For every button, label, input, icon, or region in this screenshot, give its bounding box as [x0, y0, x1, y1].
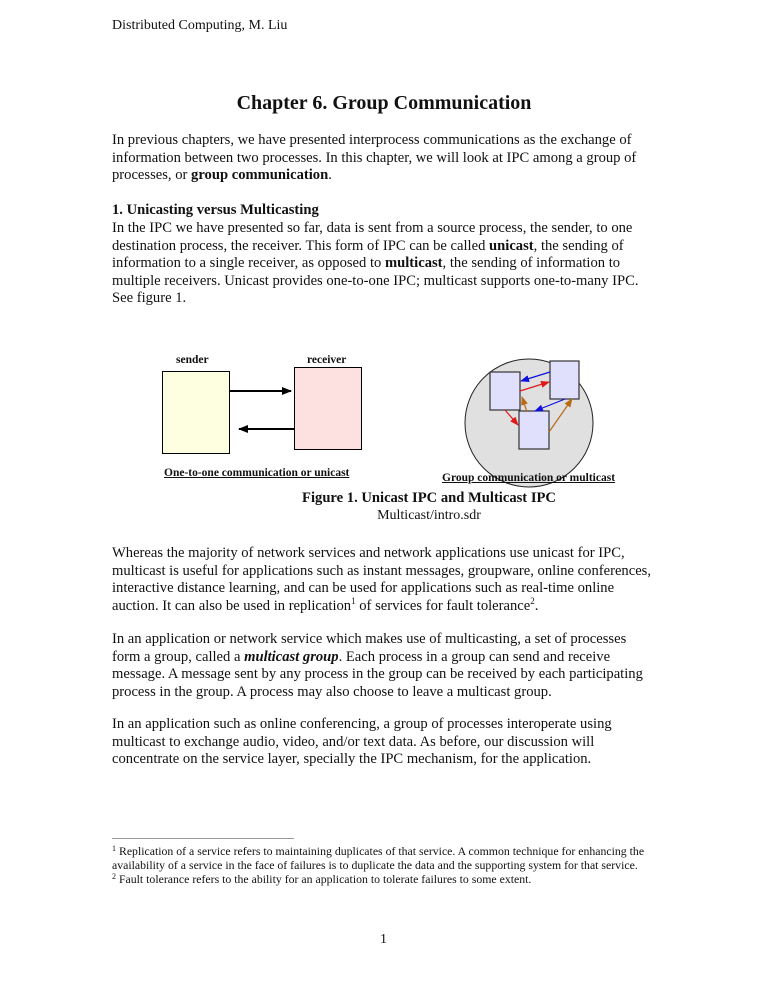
term-group-communication: group communication	[191, 167, 329, 184]
intro-text-end: .	[328, 167, 332, 184]
paragraph-text: . Each process in a group can send and receive message. A message sent by any process in the group can be received by each participating process in the group. A process may also choose to leave a multicast group.	[112, 648, 643, 700]
figure-caption: Figure 1. Unicast IPC and Multicast IPC	[302, 490, 556, 506]
multicast-caption: Group communication or multicast	[442, 472, 616, 484]
paragraph-text: In an application or network service which makes use of multicasting, a set of processes form a group, called a	[112, 631, 627, 665]
intro-paragraph	[112, 132, 652, 185]
footnote-1	[112, 844, 652, 872]
term-multicast-group: multicast group	[244, 648, 339, 665]
section-heading: 1. Unicasting versus Multicasting	[112, 202, 319, 218]
unicast-caption: One-to-one communication or unicast	[164, 467, 350, 479]
paragraph-text: Whereas the majority of network services and network applications use unicast for IPC, multicast is useful for applications such as instant messages, groupware, online conferences, interactive distance learning, and can be used for applications such as real-time online auction. It can also be used in replication	[112, 545, 652, 614]
group-process-box	[490, 372, 520, 410]
footnote-text: Fault tolerance refers to the ability for an application to tolerate failures to some extent.	[116, 872, 532, 886]
section-text: , the sending of information to multiple receivers. Unicast provides one-to-one IPC; multicast supports one-to-many IPC. See figure 1.	[112, 255, 639, 307]
figure-1	[140, 330, 660, 490]
receiver-label: receiver	[307, 354, 347, 366]
multicast-group-paragraph	[112, 631, 652, 701]
footnote-ref-2[interactable]: 2	[530, 595, 535, 606]
footnote-divider	[112, 838, 294, 839]
applications-paragraph	[112, 545, 652, 615]
footnote-mark: 1	[112, 844, 116, 853]
receiver-box	[295, 368, 362, 450]
chapter-title-text: Chapter 6. Group Communication	[236, 92, 532, 114]
intro-text: In previous chapters, we have presented interprocess communications as the exchange of information between two processes. In this chapter, we will look at IPC among a group of processes, or	[112, 132, 637, 184]
term-multicast: multicast	[384, 255, 443, 272]
footnote-mark: 2	[112, 872, 116, 881]
group-process-box	[519, 411, 549, 449]
sender-box	[163, 372, 230, 454]
footnotes	[112, 844, 652, 886]
footnote-text: Replication of a service refers to maintaining duplicates of that service. A common technique for enhancing the availability of a service in the face of failures is to duplicate the data and the supporting system for that service.	[112, 844, 645, 872]
footnote-ref-1[interactable]: 1	[351, 595, 356, 606]
group-process-box	[550, 361, 579, 399]
running-header: Distributed Computing, M. Liu	[112, 18, 288, 33]
page-number: 1	[380, 932, 387, 947]
chapter-title	[0, 92, 768, 115]
section-text: In the IPC we have presented so far, data is sent from a source process, the sender, to one destination process, the receiver. This form of IPC can be called	[112, 220, 633, 254]
section-paragraph	[112, 220, 652, 308]
sender-label: sender	[176, 354, 209, 366]
paragraph-text: .	[534, 597, 539, 614]
figure-source: Multicast/intro.sdr	[377, 508, 481, 523]
term-unicast: unicast	[489, 237, 534, 254]
paragraph-text: of services for fault tolerance	[355, 597, 531, 614]
section-text: , the sending of information to a single receiver, as opposed to	[112, 237, 624, 272]
conferencing-paragraph: In an application such as online conferencing, a group of processes interoperate using multicast to exchange audio, video, and/or text data. As before, our discussion will concentrate on the service layer, specially the IPC mechanism, for the application.	[112, 716, 612, 768]
footnote-2	[112, 872, 652, 886]
figure-svg	[140, 330, 660, 490]
